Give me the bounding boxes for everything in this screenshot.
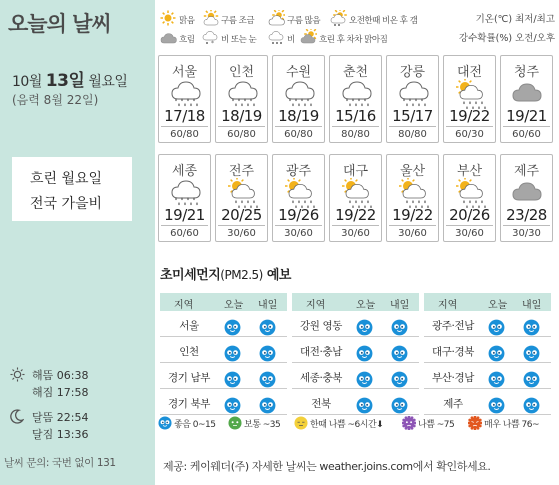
legend-label: 비 또는 눈 [221,35,257,45]
legend-label: 맑음 [179,16,195,26]
dust-legend-item [468,416,539,430]
city-name: 춘천 [342,65,369,80]
dust-header-tomorrow: 내일 [258,300,278,311]
good-face-icon [224,345,241,362]
dust-title-main: 초미세먼지 [160,268,221,283]
city-temperature: 20/25 [221,206,262,224]
sun-moon-times [8,367,88,443]
city-precip-prob: 60/60 [161,225,208,239]
city-card [443,55,496,143]
city-name: 인천 [228,65,255,80]
dust-header [160,293,287,311]
good-face-icon [356,345,373,362]
city-card [215,154,268,242]
sunset-label: 해짐 [32,386,54,399]
dust-region: 부산·경남 [432,372,474,384]
date-month: 10월 [12,74,42,90]
good-face-icon [488,345,505,362]
good-face-icon [488,371,505,388]
dust-header-today: 오늘 [224,300,244,311]
good-face-icon [391,319,408,336]
rain-or-snow-icon [202,29,221,49]
legend-label: 구름 조금 [221,16,255,26]
dust-row [160,389,287,415]
city-precip-prob: 60/80 [275,126,322,140]
lunar-date: (음력 8월 22일) [12,93,99,107]
dust-header-today: 오늘 [488,300,508,311]
date-line [12,66,127,91]
city-name: 울산 [399,164,426,179]
city-card [443,154,496,242]
summary-line-1: 흐린 월요일 [30,171,103,187]
city-card [272,154,325,242]
city-temperature: 19/26 [278,206,319,224]
dust-legend-label: 한때 나쁨 ~6시간⬇ [310,419,384,430]
dust-legend-item [158,416,215,430]
city-name: 제주 [513,164,540,179]
city-temperature: 19/22 [392,206,433,224]
legend-item-cloudy [160,29,194,49]
good-face-icon [523,371,540,388]
legend-item-rain-clear [330,10,417,30]
good-face-icon [391,397,408,414]
dust-region: 경기 남부 [168,372,210,384]
city-temperature: 19/22 [335,206,376,224]
temp-unit-label: 기온(℃) 최저/최고 [475,14,555,25]
city-name: 강릉 [399,65,426,80]
moonrise-time: 22:54 [56,411,89,424]
contact-info: 날씨 문의: 국번 없이 131 [4,457,116,469]
city-temperature: 15/17 [392,107,433,125]
city-card [500,55,553,143]
dust-region: 제주 [443,398,463,410]
dust-region: 세종·충북 [300,372,342,384]
city-card [158,55,211,143]
weather-summary [12,157,132,221]
dust-legend-item [228,416,280,430]
dust-row [160,363,287,389]
legend-label: 구름 많음 [287,16,321,26]
moonset-label: 달짐 [32,428,54,441]
city-precip-prob: 60/80 [161,126,208,140]
city-name: 세종 [171,164,198,179]
city-card [386,55,439,143]
dust-row [424,363,551,389]
city-temperature: 19/21 [164,206,205,224]
city-name: 전주 [228,164,255,179]
dust-row [424,337,551,363]
good-face-icon [356,371,373,388]
city-card [215,55,268,143]
dust-row [292,311,419,337]
dust-row [292,363,419,389]
dust-region: 대전·충남 [300,346,342,358]
moonrise-row [8,409,88,426]
dust-legend-label: 좋음 0~15 [174,419,216,430]
city-name: 광주 [285,164,312,179]
city-card [329,154,382,242]
dust-row [424,311,551,337]
dust-region: 서울 [179,320,199,332]
good-face-icon [488,319,505,336]
dust-row [292,337,419,363]
dust-region: 전북 [311,398,331,410]
dust-row [160,311,287,337]
sunset-row [8,384,88,401]
city-card [272,55,325,143]
good-face-icon [158,416,172,430]
good-face-icon [356,319,373,336]
sunny-icon [160,10,179,30]
dust-region: 인천 [179,346,199,358]
legend-item-mostly-cloudy [268,10,320,30]
legend-label: 흐린 후 차차 맑아짐 [319,35,388,45]
good-face-icon [523,319,540,336]
dust-header-tomorrow: 내일 [390,300,410,311]
city-temperature: 18/19 [278,107,319,125]
city-precip-prob: 60/80 [218,126,265,140]
svg-text:*: * [211,40,214,46]
good-face-icon [391,371,408,388]
cloudy-icon [160,29,179,49]
city-precip-prob: 30/60 [275,225,322,239]
city-precip-prob: 30/60 [218,225,265,239]
dust-section-title [160,264,291,283]
dust-header-today: 오늘 [356,300,376,311]
city-temperature: 20/26 [449,206,490,224]
sunset-time: 17:58 [56,386,89,399]
dust-region: 대구·경북 [432,346,474,358]
dust-title-pm: (PM2.5) [220,268,263,282]
city-precip-prob: 30/30 [503,225,550,239]
legend-label: 오전한때 비온 후 갬 [349,16,418,26]
dust-legend-item [402,416,454,430]
city-name: 대전 [456,65,483,80]
good-face-icon [488,397,505,414]
sunrise-row [8,367,88,384]
city-precip-prob: 80/80 [332,126,379,140]
city-name: 서울 [171,65,198,80]
dust-region: 경기 북부 [168,398,210,410]
dust-row [424,389,551,415]
sunrise-time: 06:38 [56,369,89,382]
good-face-icon [523,397,540,414]
legend-item-rain-or-snow [202,29,256,49]
dust-header-tomorrow: 내일 [522,300,542,311]
city-precip-prob: 30/60 [389,225,436,239]
dust-legend-label: 매우 나쁨 76~ [484,419,539,430]
legend-item-partly-cloudy [202,10,254,30]
legend-item-cloudy-clearing [300,29,387,49]
city-name: 청주 [513,65,540,80]
good-face-icon [224,371,241,388]
dust-row [160,337,287,363]
sunrise-label: 해뜸 [32,369,54,382]
good-face-icon [259,345,276,362]
legend-label: 비 [287,35,295,45]
moonset-time: 13:36 [56,428,89,441]
dust-region: 광주·전남 [432,320,474,332]
legend-item-rain [268,29,295,49]
date-weekday: 월요일 [88,74,128,90]
legend-item-sunny [160,10,194,30]
cloudy-clearing-icon [300,29,319,49]
city-precip-prob: 80/80 [389,126,436,140]
good-face-icon [259,319,276,336]
city-temperature: 15/16 [335,107,376,125]
city-name: 부산 [456,164,483,179]
city-card [158,154,211,242]
good-face-icon [224,397,241,414]
good-face-icon [259,397,276,414]
good-face-icon [391,345,408,362]
dust-legend-label: 보통 ~35 [244,419,281,430]
rain-icon [268,29,287,49]
partly-cloudy-icon [202,10,221,30]
rain-clear-icon [330,10,349,30]
good-face-icon [259,371,276,388]
good-face-icon [356,397,373,414]
dust-region: 강원 영동 [300,320,342,332]
good-face-icon [523,345,540,362]
dust-column [424,293,551,415]
precip-unit-label: 강수확률(%) 오전/오후 [458,33,555,44]
legend-label: 흐림 [179,35,195,45]
dust-column [292,293,419,415]
dust-column [160,293,287,415]
left-panel [0,0,155,485]
legend-units [459,10,555,48]
dust-header [292,293,419,311]
city-temperature: 19/22 [449,107,490,125]
city-temperature: 18/19 [221,107,262,125]
city-precip-prob: 30/60 [332,225,379,239]
city-temperature: 17/18 [164,107,205,125]
mostly-cloudy-icon [268,10,287,30]
good-face-icon [224,319,241,336]
city-temperature: 23/28 [506,206,547,224]
city-precip-prob: 60/60 [503,126,550,140]
very-bad-face-icon [468,416,482,430]
bad-face-icon [402,416,416,430]
footer-credit: 제공: 케이웨더(주) 자세한 날씨는 weather.joins.com에서 확인하세요. [163,460,491,473]
city-card [329,55,382,143]
moonset-row [8,426,88,443]
dust-header [424,293,551,311]
page-title: 오늘의 날씨 [8,12,111,36]
summary-line-2: 전국 가을비 [30,196,103,212]
city-precip-prob: 30/60 [446,225,493,239]
moonrise-label: 달뜸 [32,411,54,424]
city-name: 수원 [285,65,312,80]
city-name: 대구 [342,164,369,179]
city-card [386,154,439,242]
dust-legend-item [294,416,383,430]
normal-face-icon [228,416,242,430]
city-card [500,154,553,242]
dust-title-suffix: 예보 [266,268,291,283]
date-day: 13일 [45,71,85,91]
somewhat-bad-face-icon [294,416,308,430]
city-temperature: 19/21 [506,107,547,125]
dust-header-region: 지역 [306,300,326,311]
dust-legend-label: 나쁨 ~75 [418,419,455,430]
city-precip-prob: 60/30 [446,126,493,140]
dust-header-region: 지역 [174,300,194,311]
dust-header-region: 지역 [438,300,458,311]
dust-row [292,389,419,415]
